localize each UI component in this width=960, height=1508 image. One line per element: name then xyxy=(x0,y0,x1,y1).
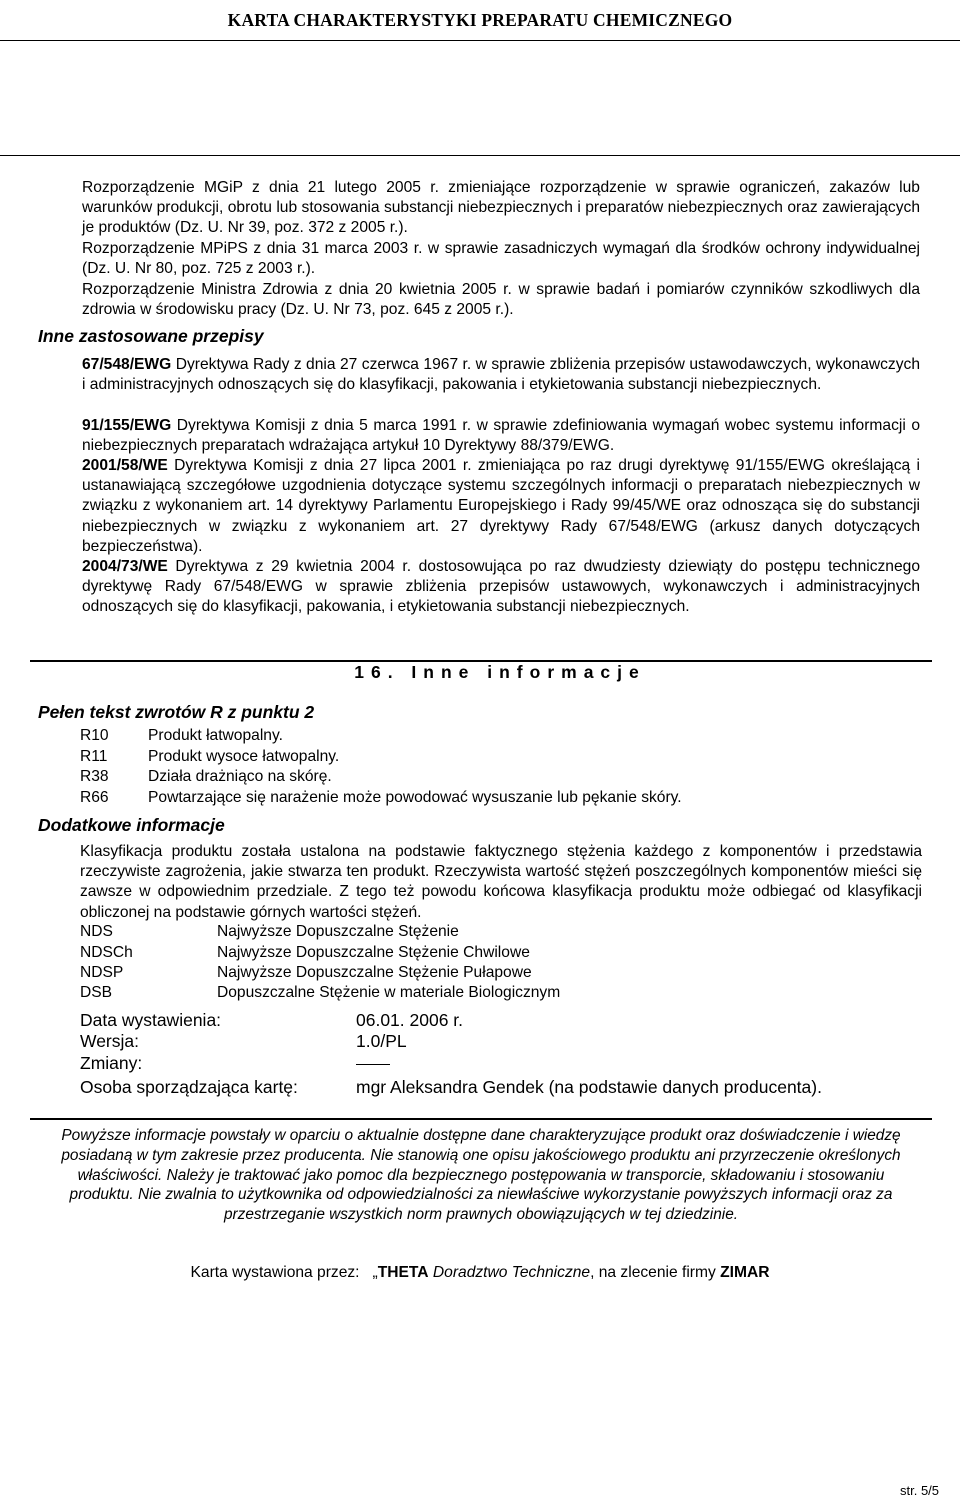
directive-code: 67/548/EWG xyxy=(82,356,172,373)
other-regulations-heading: Inne zastosowane przepisy xyxy=(38,326,264,346)
company-description: Doradztwo Techniczne xyxy=(432,1264,591,1281)
additional-info-text: Klasyfikacja produktu została ustalona na podstawie faktycznego stężenia każdego z komponentów i przedstawia rzeczywiste zagrożenia, jakie stwarza ten produkt. Rzeczywista wartość stężeń poszczególnych komponentów mieści się zawsze w odpowiednim przedziale. Z tego też powodu końcowa klasyfikacja produktu może odbiegać od klasyfikacji obliczonej na podstawie górnych wartości stężeń. xyxy=(80,843,922,921)
r-phrase-row: R11 Produkt wysoce łatwopalny. xyxy=(80,748,340,765)
company-name: THETA xyxy=(377,1264,429,1281)
r-phrase-row: R10 Produkt łatwopalny. xyxy=(80,727,283,744)
changes-value xyxy=(352,1052,390,1074)
version-value: 1.0/PL xyxy=(356,1031,407,1051)
client-name: ZIMAR xyxy=(720,1264,770,1281)
author-label: Osoba sporządzająca kartę: xyxy=(80,1077,298,1097)
section-16-title: 16. Inne informacje xyxy=(354,662,646,682)
footer-issued-by: Karta wystawiona przez: „THETA Doradztwo Techniczne, na zlecenie firmy ZIMAR xyxy=(190,1264,770,1281)
directive-2004-73: 2004/73/WE Dyrektywa z 29 kwietnia 2004 r. dostosowująca po raz dwudziesty dziewiąty do postępu technicznego dyrektywę Rady 67/548/EWG w sprawie zbliżenia przepisów ustawowych, wykonawczych i administracyjnych odnoszących się do klasyfikacji, pakowania, i etykietowania substancji niebezpiecznych. xyxy=(82,558,920,616)
changes-label: Zmiany: xyxy=(80,1053,143,1073)
version-label: Wersja: xyxy=(80,1031,139,1051)
disclaimer-text: Powyższe informacje powstały w oparciu o aktualnie dostępne dane charakteryzujące produkt oraz doświadczenie i wiedzę posiadaną w tym zakresie przez producenta. Nie stanowią one opisu jakościowego produktu ani przyrzeczenie określonych właściwości. Należy je traktować jako pomoc dla bezpiecznego postępowania w transporcie, składowaniu i stosowaniu produktu. Nie zwalnia to użytkownika od odpowiedzialności za niewłaściwe wykorzystanie powyższych informacji oraz za przestrzeganie wszystkich norm prawnych obowiązujących w tej dziedzinie. xyxy=(61,1127,901,1224)
empty-dash xyxy=(356,1064,390,1065)
additional-info-heading: Dodatkowe informacje xyxy=(38,815,225,835)
regulation-3: Rozporządzenie Ministra Zdrowia z dnia 20 kwietnia 2005 r. w sprawie badań i pomiarów czynników szkodliwych dla zdrowia w środowisku pracy (Dz. U. Nr 73, poz. 645 z 2005 r.). xyxy=(82,281,920,319)
abbreviation-row: NDSCh Najwyższe Dopuszczalne Stężenie Chwilowe xyxy=(80,944,530,961)
directive-2001-58: 2001/58/WE Dyrektywa Komisji z dnia 27 lipca 2001 r. zmieniająca po raz drugi dyrektywę 91/155/EWG określającą i ustanawiającą szczegółowe uzgodnienia dotyczące systemu szczególnych informacji o preparatach niebezpiecznych w związku z wykonaniem art. 14 dyrektywy Parlamentu Europejskiego i Rady 99/45/WE oraz odnosząca się do substancji niebezpiecznych w związku z wykonaniem art. 27 dyrektywy Rady 67/548/EWG (arkusz danych dotyczących bezpieczeństwa). xyxy=(82,457,920,555)
regulation-2: Rozporządzenie MPiPS z dnia 31 marca 2003 r. w sprawie zasadniczych wymagań dla środków ochrony indywidualnej (Dz. U. Nr 80, poz. 725 z 2003 r.). xyxy=(82,240,920,278)
abbreviation-row: NDSP Najwyższe Dopuszczalne Stężenie Pułapowe xyxy=(80,964,532,981)
directive-67-548: 67/548/EWG Dyrektywa Rady z dnia 27 czerwca 1967 r. w sprawie zbliżenia przepisów ustawodawczych, wykonawczych i administracyjnych odnoszących się do klasyfikacji, pakowania i etykietowania substancji niebezpiecznych. xyxy=(82,356,920,394)
regulation-1: Rozporządzenie MGiP z dnia 21 lutego 2005 r. zmieniające rozporządzenie w sprawie ograniczeń, zakazów lub warunków produkcji, obrotu lub stosowania substancji niebezpiecznych i preparatów niebezpiecznych oraz zawierających je produktów (Dz. U. Nr 39, poz. 372 z 2005 r.). xyxy=(82,179,920,237)
document-header-title: KARTA CHARAKTERYSTYKI PREPARATU CHEMICZNEGO xyxy=(227,10,733,30)
r-phrase-row: R38 Działa drażniąco na skórę. xyxy=(80,768,332,785)
directive-code: 2004/73/WE xyxy=(82,558,168,575)
header-divider-2 xyxy=(0,155,960,156)
directive-code: 2001/58/WE xyxy=(82,457,168,474)
issue-date-value: 06.01. 2006 r. xyxy=(356,1010,464,1030)
header-divider xyxy=(0,40,960,41)
author-value: mgr Aleksandra Gendek (na podstawie danych producenta). xyxy=(356,1077,822,1097)
abbreviation-row: DSB Dopuszczalne Stężenie w materiale Biologicznym xyxy=(80,984,561,1001)
abbreviation-row: NDS Najwyższe Dopuszczalne Stężenie xyxy=(80,923,459,940)
disclaimer-divider xyxy=(30,1118,932,1120)
directive-91-155: 91/155/EWG Dyrektywa Komisji z dnia 5 marca 1991 r. w sprawie zdefiniowania wymagań wobec systemu informacji o niebezpiecznych preparatach wdrażająca artykuł 10 Dyrektywy 88/379/EWG. xyxy=(82,417,920,455)
directive-code: 91/155/EWG xyxy=(82,417,172,434)
r-phrase-row: R66 Powtarzające się narażenie może powodować wysuszanie lub pękanie skóry. xyxy=(80,789,682,806)
page-number: str. 5/5 xyxy=(900,1483,940,1498)
issue-date-label: Data wystawienia: xyxy=(80,1010,222,1030)
r-phrases-heading: Pełen tekst zwrotów R z punktu 2 xyxy=(38,702,315,722)
